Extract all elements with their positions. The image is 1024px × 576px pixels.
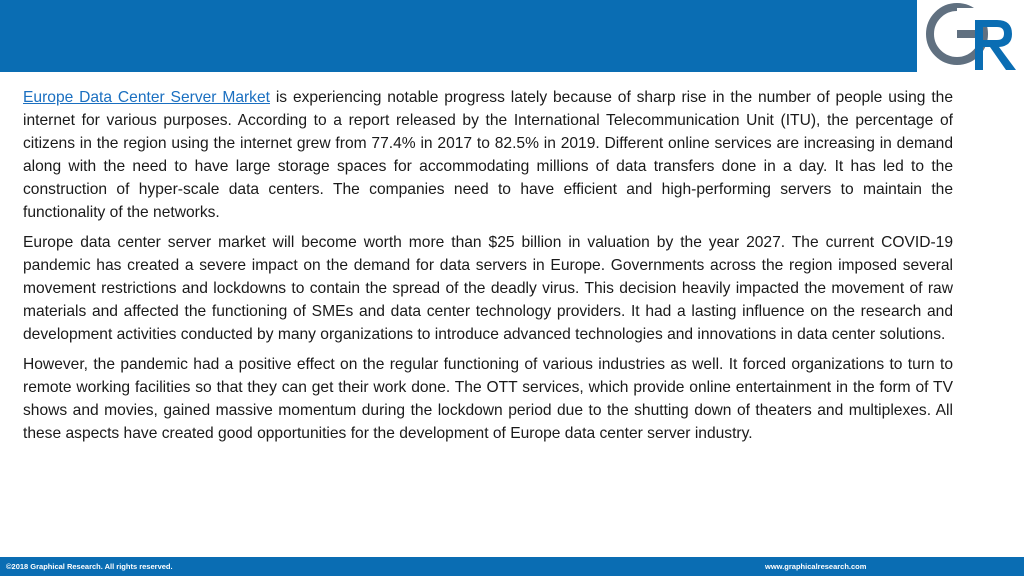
copyright-text: ©2018 Graphical Research. All rights reserved. [6, 562, 173, 571]
market-report-link[interactable]: Europe Data Center Server Market [23, 89, 270, 106]
article-body [23, 86, 953, 452]
paragraph-3: However, the pandemic had a positive effect on the regular functioning of various industries as well. It forced organizations to turn to remote working facilities so that they can get their work done. The OTT services, which provide online entertainment in the form of TV shows and movies, gained massive momentum during the lockdown period due to the shutting down of theaters and multiplexes. All these aspects have created good opportunities for the development of Europe data center server industry. [23, 356, 953, 442]
graphical-research-logo-icon [917, 0, 1024, 76]
footer-bar [0, 557, 1024, 576]
paragraph-2: Europe data center server market will become worth more than $25 billion in valuation by the year 2027. The current COVID-19 pandemic has created a severe impact on the demand for data servers in Europe. Governments across the region imposed several movement restrictions and lockdowns to contain the spread of the deadly virus. This decision heavily impacted the movement of raw materials and affected the functioning of SMEs and data center technology providers. It had a lasting influence on the research and development activities conducted by many organizations to introduce advanced technologies and innovations in data center solutions. [23, 234, 953, 343]
paragraph-1 [23, 86, 953, 224]
paragraph-1-text: is experiencing notable progress lately because of sharp rise in the number of people using the internet for various purposes. According to a report released by the International Telecommunication Unit (ITU), the percentage of citizens in the region using the internet grew from 77.4% in 2017 to 82.5% in 2019. Different online services are increasing in demand along with the need to have large storage spaces for accommodating millions of data transfers done in a day. It has led to the construction of hyper-scale data centers. The companies need to have efficient and high-performing servers to maintain the functionality of the networks. [23, 89, 953, 221]
website-link[interactable]: www.graphicalresearch.com [765, 562, 867, 571]
header-bar [0, 0, 1024, 72]
